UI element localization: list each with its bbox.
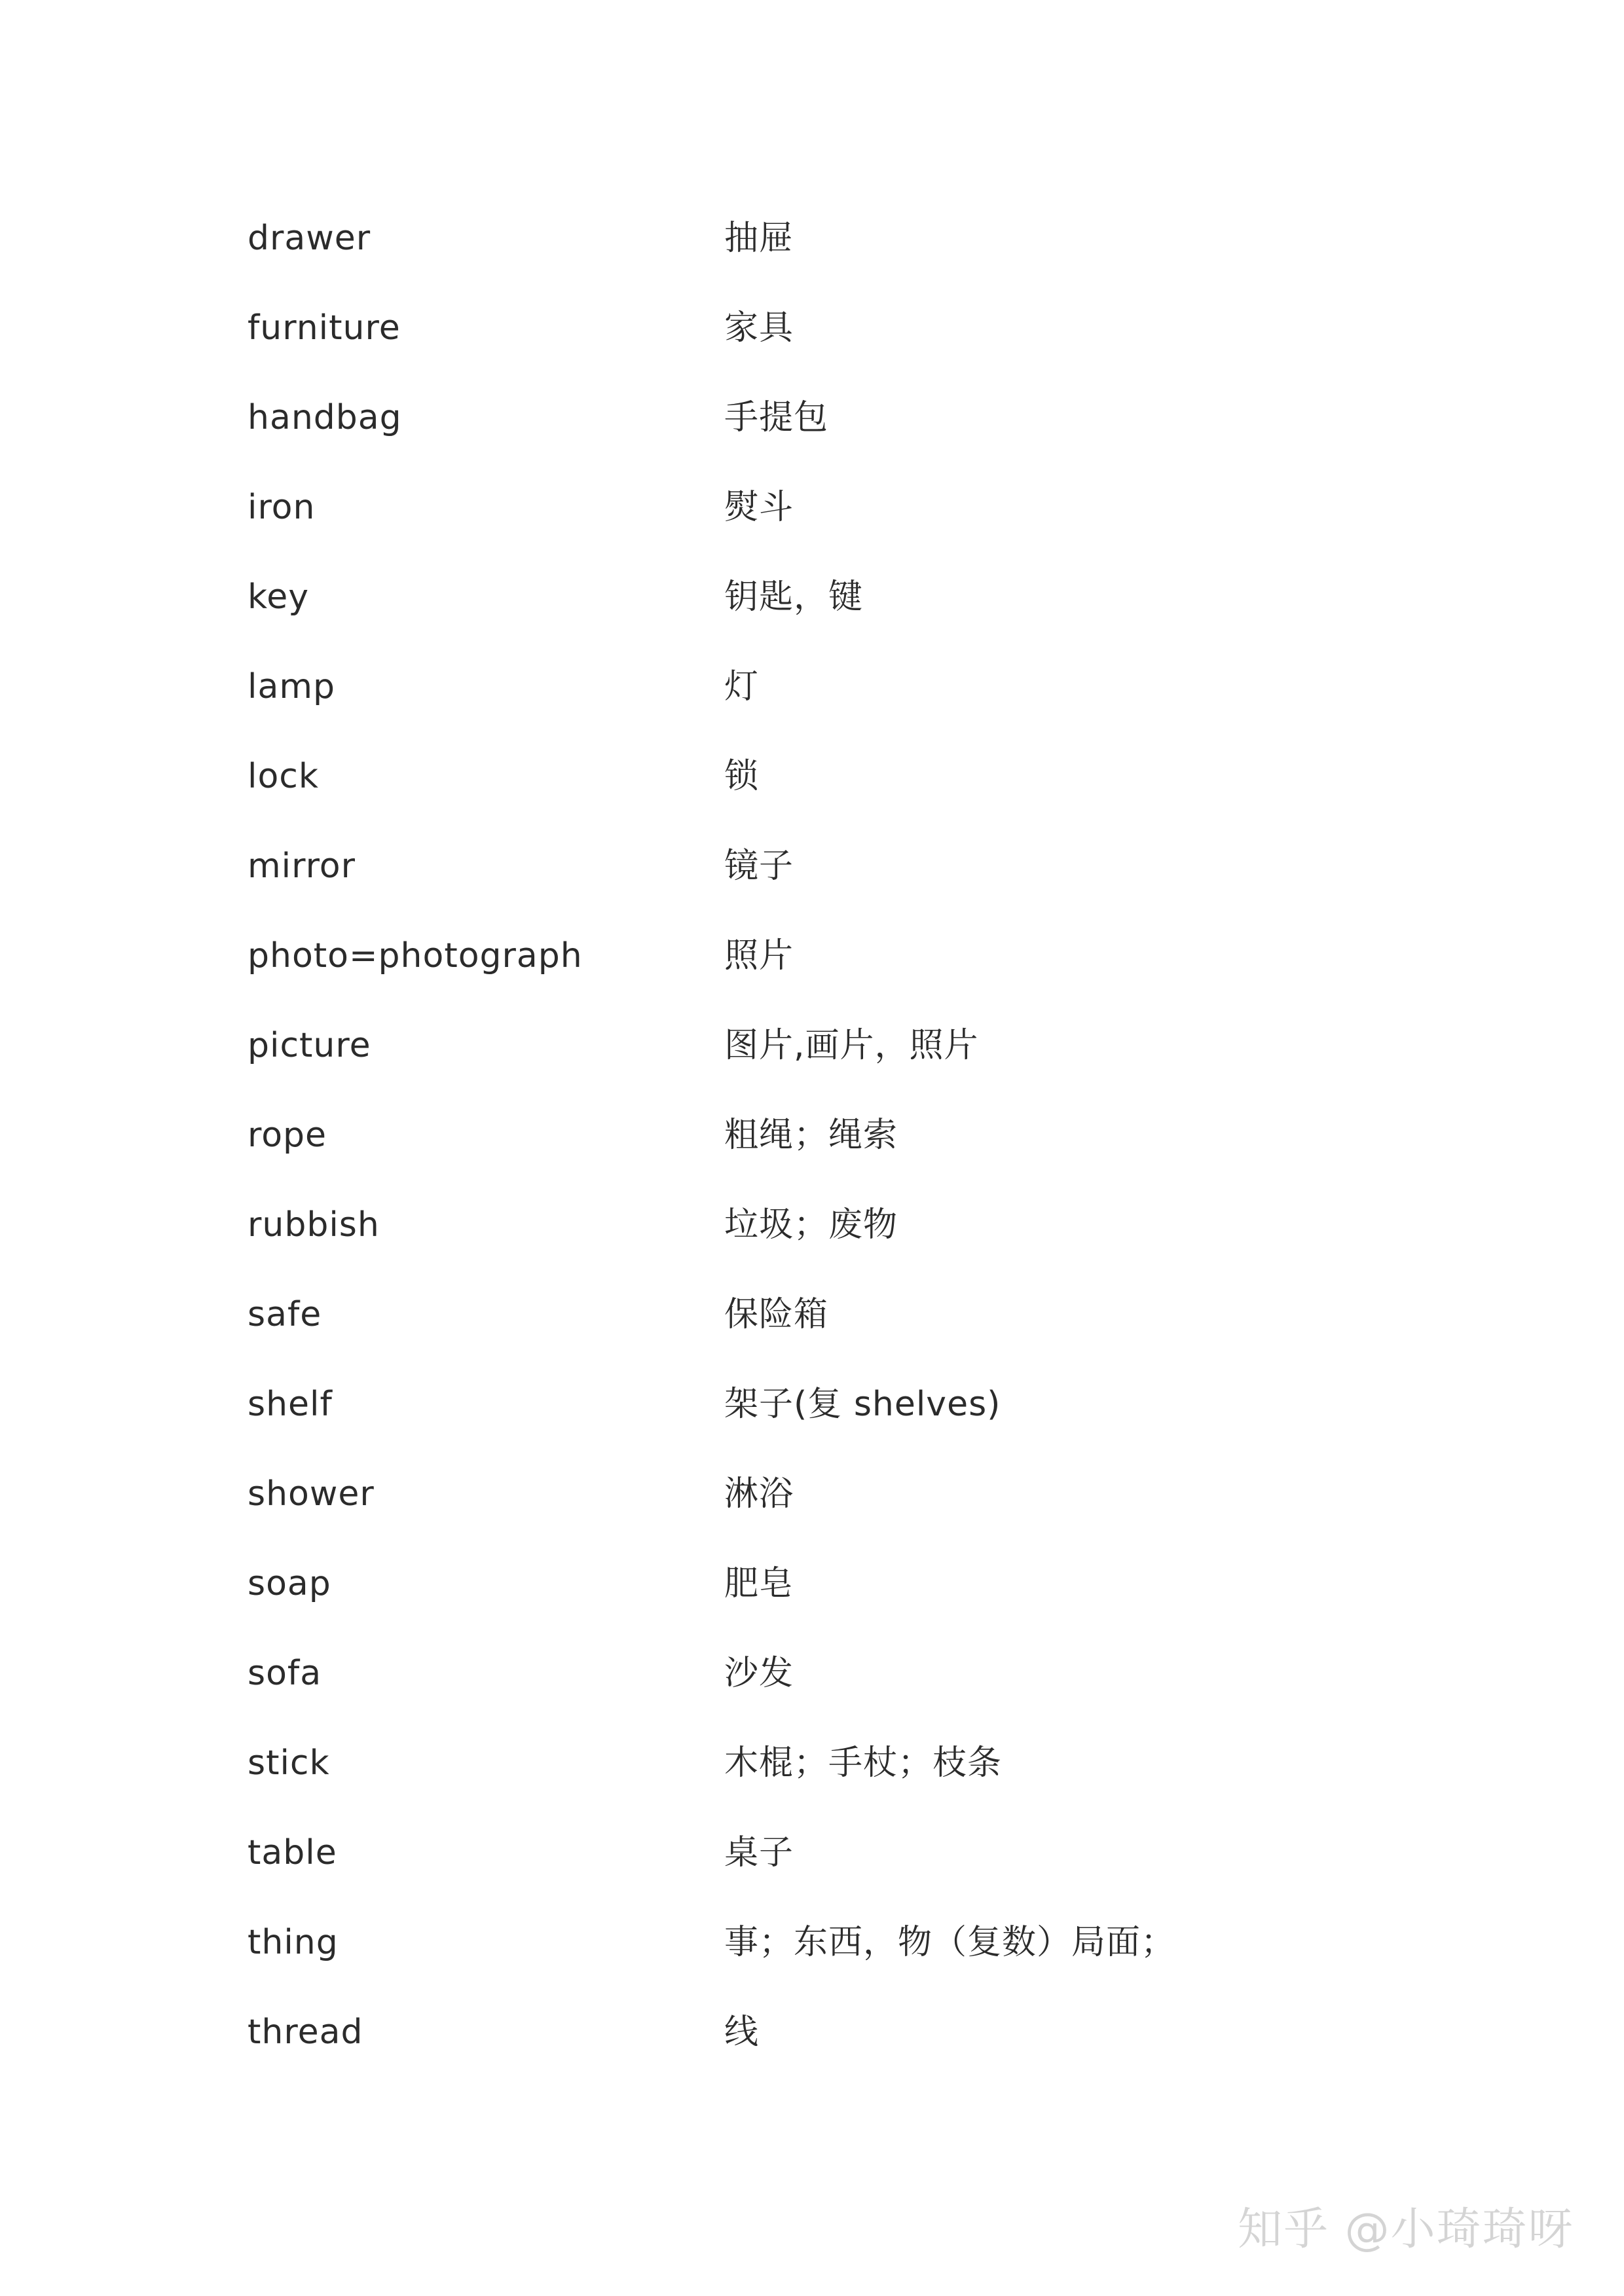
vocab-meaning: 垃圾；废物 [724,1205,898,1245]
vocab-row [248,1734,1492,1824]
vocab-row [248,837,1492,927]
vocab-row [248,1376,1492,1465]
vocab-meaning: 线 [724,2013,760,2052]
vocab-meaning: 木棍；手杖；枝条 [724,1743,1003,1783]
vocab-word: shower [248,1474,375,1514]
vocab-row [248,479,1492,568]
vocab-meaning: 淋浴 [724,1474,794,1514]
vocab-word: drawer [248,219,371,258]
vocab-meaning: 熨斗 [724,488,794,527]
vocab-row [248,1465,1492,1555]
vocab-row [248,2003,1492,2093]
vocab-word: iron [248,488,316,527]
vocab-row [248,1017,1492,1106]
vocab-meaning: 灯 [724,667,760,706]
vocab-meaning: 图片,画片，照片 [724,1026,979,1065]
vocab-row [248,1645,1492,1734]
vocab-word: table [248,1833,337,1872]
vocab-word: rope [248,1116,327,1155]
vocab-word: picture [248,1026,371,1065]
vocab-meaning: 事；东西，物（复数）局面； [724,1923,1176,1962]
vocab-word: rubbish [248,1205,380,1245]
vocab-row [248,927,1492,1017]
vocab-word: handbag [248,398,402,437]
vocab-meaning: 钥匙，键 [724,577,864,617]
vocab-row [248,1196,1492,1286]
vocab-meaning: 肥皂 [724,1564,794,1603]
vocab-meaning: 桌子 [724,1833,794,1872]
vocab-word: key [248,577,310,617]
vocab-row [248,658,1492,748]
vocab-row [248,1286,1492,1376]
vocab-word: shelf [248,1385,333,1424]
vocab-word: lamp [248,667,335,706]
watermark: 知乎 @小琦琦呀 [1238,2204,1574,2255]
vocab-meaning: 镜子 [724,847,794,886]
vocab-word: thread [248,2013,363,2052]
vocab-word: soap [248,1564,331,1603]
vocab-row [248,748,1492,837]
vocab-word: lock [248,757,319,796]
vocab-meaning: 抽屉 [724,219,794,258]
vocab-row [248,568,1492,658]
vocab-word: photo=photograph [248,936,583,975]
vocab-meaning: 保险箱 [724,1295,829,1334]
vocab-meaning: 手提包 [724,398,829,437]
vocab-row [248,1555,1492,1645]
vocab-meaning: 粗绳；绳索 [724,1116,898,1155]
vocab-word: stick [248,1743,330,1783]
vocab-word: sofa [248,1654,322,1693]
vocabulary-list [248,210,1492,2093]
vocab-row [248,1106,1492,1196]
vocab-word: mirror [248,847,356,886]
vocab-row [248,389,1492,479]
vocab-meaning: 沙发 [724,1654,794,1693]
vocab-meaning: 锁 [724,757,760,796]
vocab-meaning: 架子(复 shelves) [724,1385,1001,1424]
vocab-row [248,1914,1492,2003]
vocab-word: safe [248,1295,322,1334]
vocab-row [248,1824,1492,1914]
vocab-row [248,210,1492,299]
vocab-word: thing [248,1923,339,1962]
vocab-row [248,299,1492,389]
vocab-meaning: 照片 [724,936,794,975]
vocab-meaning: 家具 [724,308,794,348]
vocab-word: furniture [248,308,401,348]
